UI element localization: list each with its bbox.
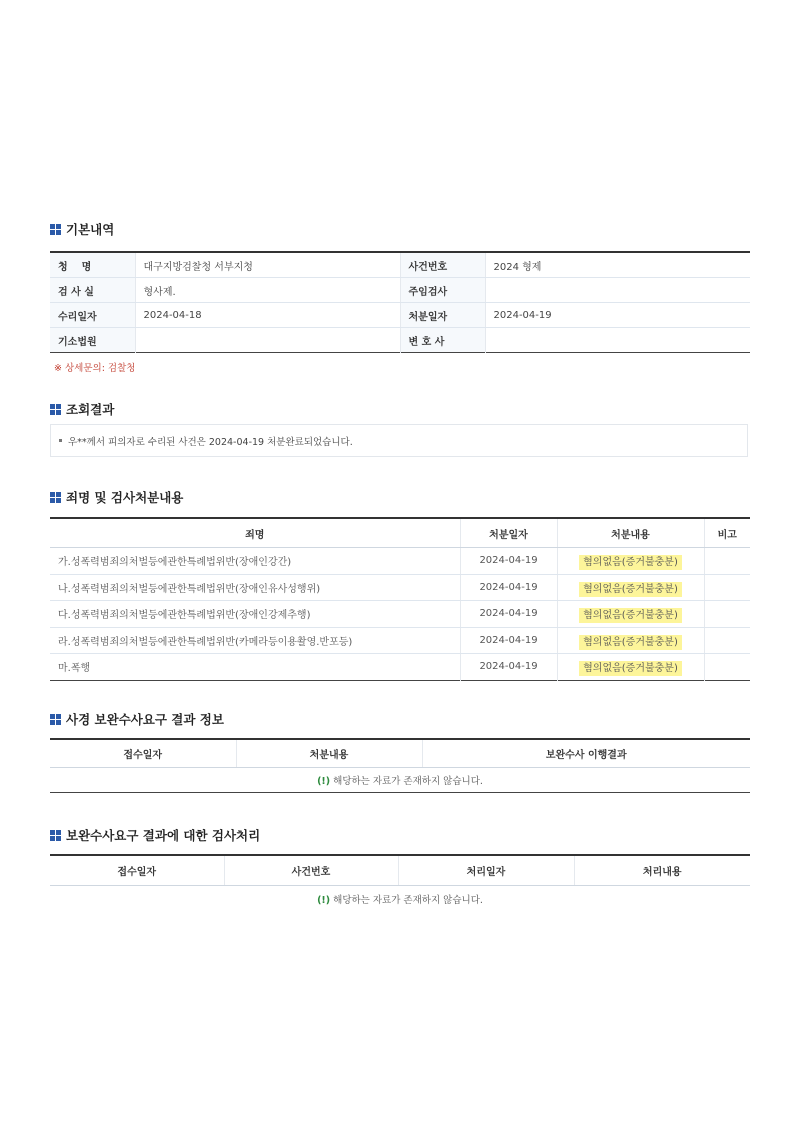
charge-result-cell bbox=[557, 548, 704, 575]
value-disposition-date: 2024-04-19 bbox=[485, 303, 750, 328]
label-court: 기소법원 bbox=[50, 328, 135, 353]
col-header-processed-content: 처리내용 bbox=[574, 855, 750, 886]
basic-info-table bbox=[50, 251, 750, 353]
table-row bbox=[50, 627, 750, 654]
grid-square-icon bbox=[50, 492, 61, 503]
table-header-row bbox=[50, 739, 750, 768]
grid-square-icon bbox=[50, 714, 61, 725]
label-disposition-date: 처분일자 bbox=[400, 303, 485, 328]
charge-result: 혐의없음(증거불충분) bbox=[579, 608, 682, 623]
value-court bbox=[135, 328, 400, 353]
section-title-inquiry: 조회결과 bbox=[50, 400, 114, 418]
value-office: 대구지방검찰청 서부지청 bbox=[135, 252, 400, 278]
col-header-disposition: 처분내용 bbox=[236, 739, 422, 768]
empty-message-text: 해당하는 자료가 존재하지 않습니다. bbox=[333, 776, 483, 787]
col-header-charge: 죄명 bbox=[50, 518, 460, 548]
col-header-processed-date: 처리일자 bbox=[398, 855, 574, 886]
charge-name: 다.성폭력범죄의처벌등에관한특례법위반(장애인강제추행) bbox=[50, 601, 460, 628]
charge-name: 가.성폭력범죄의처벌등에관한특례법위반(장애인강간) bbox=[50, 548, 460, 575]
label-lawyer: 변 호 사 bbox=[400, 328, 485, 353]
inquiry-result-box bbox=[50, 424, 748, 457]
charge-name: 마.폭행 bbox=[58, 663, 91, 675]
empty-row bbox=[50, 886, 750, 913]
charge-result-cell bbox=[557, 627, 704, 654]
grid-square-icon bbox=[50, 404, 61, 415]
label-case-number: 사건번호 bbox=[400, 252, 485, 278]
section-title-charges: 죄명 및 검사처분내용 bbox=[50, 488, 183, 506]
charge-remark bbox=[704, 601, 750, 628]
table-row bbox=[50, 303, 750, 328]
col-header-received-date: 접수일자 bbox=[50, 855, 224, 886]
section-title-prosecutor-handling: 보완수사요구 결과에 대한 검사처리 bbox=[50, 826, 260, 844]
col-header-date: 처분일자 bbox=[460, 518, 557, 548]
table-row bbox=[50, 654, 750, 681]
label-received-date: 수리일자 bbox=[50, 303, 135, 328]
charge-remark bbox=[704, 627, 750, 654]
warning-icon: (!) bbox=[317, 776, 331, 787]
table-header-row bbox=[50, 518, 750, 548]
table-row bbox=[50, 328, 750, 353]
empty-message-text: 해당하는 자료가 존재하지 않습니다. bbox=[333, 895, 483, 906]
col-header-case-number: 사건번호 bbox=[224, 855, 398, 886]
charges-table bbox=[50, 517, 750, 681]
empty-message bbox=[50, 768, 750, 793]
col-header-received-date: 접수일자 bbox=[50, 739, 236, 768]
charge-result: 혐의없음(증거불충분) bbox=[579, 661, 682, 676]
table-row bbox=[50, 252, 750, 278]
section-title-police-supplement: 사경 보완수사요구 결과 정보 bbox=[50, 710, 224, 728]
charge-name: 나.성폭력범죄의처벌등에관한특례법위반(장애인유사성행위) bbox=[50, 574, 460, 601]
table-row bbox=[50, 548, 750, 575]
charge-date: 2024-04-19 bbox=[460, 574, 557, 601]
value-lawyer bbox=[485, 328, 750, 353]
label-lead-prosecutor: 주임검사 bbox=[400, 278, 485, 303]
charge-date: 2024-04-19 bbox=[460, 601, 557, 628]
table-row bbox=[50, 278, 750, 303]
charge-result: 혐의없음(증거불충분) bbox=[579, 582, 682, 597]
charge-result: 혐의없음(증거불충분) bbox=[579, 635, 682, 650]
charge-result-cell bbox=[557, 654, 704, 681]
charge-name: 라.성폭력범죄의처벌등에관한특례법위반(카메라등이용촬영.반포등) bbox=[50, 627, 460, 654]
section-title-basic: 기본내역 bbox=[50, 220, 114, 238]
charge-result-cell bbox=[557, 601, 704, 628]
empty-message bbox=[50, 886, 750, 913]
inquiry-result-text: 우**께서 피의자로 수리된 사건은 2024-04-19 처분완료되었습니다. bbox=[68, 436, 353, 448]
warning-icon: (!) bbox=[317, 895, 331, 906]
col-header-result: 처분내용 bbox=[557, 518, 704, 548]
value-case-number: 2024 형제 bbox=[485, 252, 750, 278]
charge-result-cell bbox=[557, 574, 704, 601]
table-header-row bbox=[50, 855, 750, 886]
bullet-icon bbox=[59, 439, 62, 442]
label-prosecutor-office: 검 사 실 bbox=[50, 278, 135, 303]
empty-row bbox=[50, 768, 750, 793]
charge-remark bbox=[704, 574, 750, 601]
charge-remark bbox=[704, 548, 750, 575]
value-lead-prosecutor bbox=[485, 278, 750, 303]
charge-date: 2024-04-19 bbox=[460, 654, 557, 681]
charge-remark bbox=[704, 654, 750, 681]
value-prosecutor-office: 형사제. bbox=[135, 278, 400, 303]
label-office: 청 명 bbox=[50, 252, 135, 278]
value-received-date: 2024-04-18 bbox=[135, 303, 400, 328]
prosecutor-handling-table bbox=[50, 854, 750, 912]
charge-date: 2024-04-19 bbox=[460, 548, 557, 575]
table-row bbox=[50, 601, 750, 628]
table-row bbox=[50, 574, 750, 601]
col-header-remark: 비고 bbox=[704, 518, 750, 548]
inquiry-note: ※ 상세문의: 검찰청 bbox=[54, 363, 136, 374]
police-supplement-table bbox=[50, 738, 750, 793]
col-header-supplement-result: 보완수사 이행결과 bbox=[422, 739, 750, 768]
charge-result: 혐의없음(증거불충분) bbox=[579, 555, 682, 570]
grid-square-icon bbox=[50, 830, 61, 841]
charge-date: 2024-04-19 bbox=[460, 627, 557, 654]
grid-square-icon bbox=[50, 224, 61, 235]
